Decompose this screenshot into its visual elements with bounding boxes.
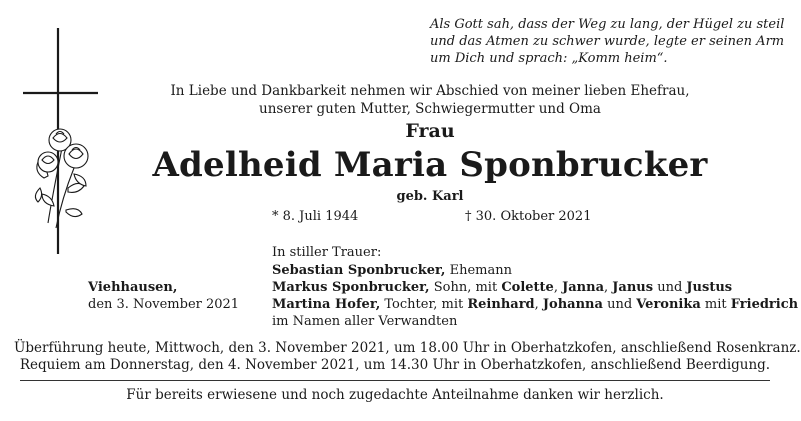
thanks-text: Für bereits erwiesene und noch zugedachte Anteilnahme danken wir herzlich. (126, 387, 664, 403)
mourning-heading: In stiller Trauer: (272, 245, 382, 260)
mourner-name: Sebastian Sponbrucker, (272, 263, 446, 278)
funeral-line: Überführung heute, Mittwoch, den 3. November 2021, um 18.00 Uhr in Oberhatzkofen, anschließend Rosenkranz. (14, 340, 801, 356)
intro-text (110, 82, 750, 118)
maiden-name: geb. Karl (396, 189, 464, 204)
poem-line: Als Gott sah, dass der Weg zu lang, der Hügel zu steil (430, 17, 785, 32)
place: Viehhausen, (88, 280, 178, 295)
poem-line: um Dich und sprach: „Komm heim“. (430, 51, 668, 66)
place-date-line: den 3. November 2021 (88, 297, 240, 312)
divider (20, 380, 770, 381)
funeral-info (14, 340, 801, 374)
mourners-list (272, 262, 798, 330)
funeral-line: Requiem am Donnerstag, den 4. November 2021, um 14.30 Uhr in Oberhatzkofen, anschließend Beerdigung. (19, 357, 771, 373)
mourner-line: Martina Hofer, Tochter, mit Reinhard, Johanna und Veronika mit Friedrich (272, 297, 799, 312)
birth-date: * 8. Juli 1944 (272, 209, 359, 224)
cross-with-roses-icon (18, 28, 108, 268)
salutation: Frau (405, 120, 455, 142)
intro-line: In Liebe und Dankbarkeit nehmen wir Abschied von meiner lieben Ehefrau, (170, 83, 690, 99)
mourner-name: Markus Sponbrucker, (272, 280, 430, 295)
mourner-name: Martina Hofer, (272, 297, 381, 312)
poem-line: und das Atmen zu schwer wurde, legte er seinen Arm (430, 34, 785, 49)
deceased-name: Adelheid Maria Sponbrucker (152, 145, 708, 185)
mourner-line: im Namen aller Verwandten (272, 314, 458, 329)
poem (430, 16, 784, 67)
death-date: † 30. Oktober 2021 (465, 209, 592, 224)
mourner-line: Markus Sponbrucker, Sohn, mit Colette, Janna, Janus und Justus (272, 280, 733, 295)
place-date (88, 279, 238, 313)
intro-line: unserer guten Mutter, Schwiegermutter und Oma (259, 101, 601, 117)
mourner-line: Sebastian Sponbrucker, Ehemann (272, 263, 512, 278)
